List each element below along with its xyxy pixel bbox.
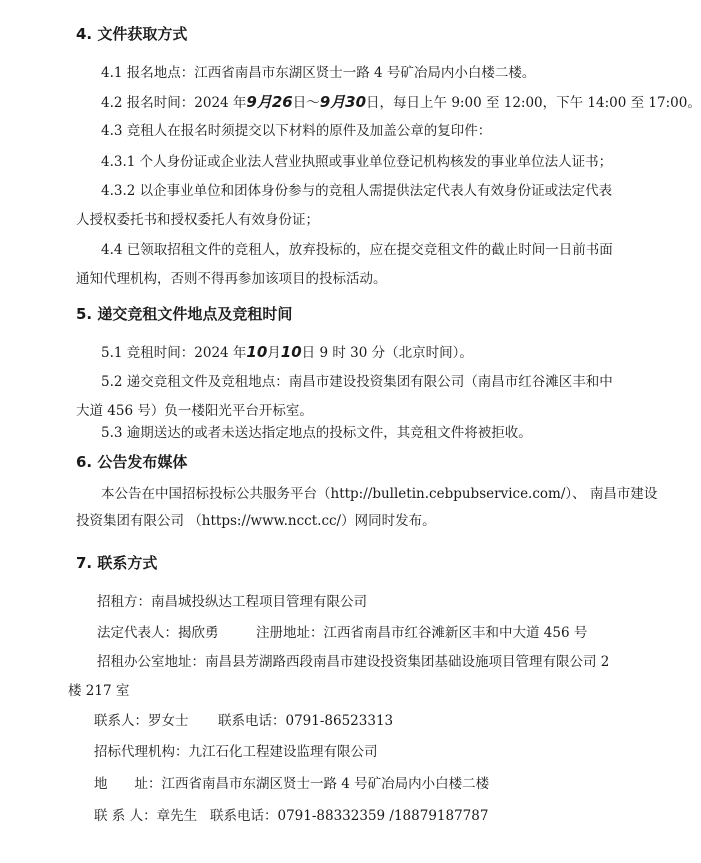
text-line: 大道 456 号）负一楼阳光平台开标室。	[76, 403, 313, 419]
text-line: 5.3 逾期送达的或者未送达指定地点的投标文件，其竞租文件将被拒收。	[101, 425, 532, 441]
agency-contact: 联 系 人：章先生	[94, 808, 198, 824]
section-7-heading: 7. 联系方式	[76, 554, 158, 572]
text: 4.2 报名时间：2024 年	[101, 95, 247, 111]
contact-phone: 联系电话：0791-86523313	[218, 713, 394, 729]
text-line: 投资集团有限公司 （https://www.ncct.cc/）网同时发布。	[76, 513, 436, 529]
handwritten-date: 9月26	[246, 93, 293, 111]
agency-address: 地 址：江西省南昌市东湖区贤士一路 4 号矿冶局内小白楼二楼	[94, 776, 490, 792]
handwritten-date: 9月30	[319, 93, 367, 111]
section-6-heading: 6. 公告发布媒体	[76, 453, 188, 471]
handwritten-date: 10	[280, 343, 302, 361]
section-4-heading: 4. 文件获取方式	[76, 25, 188, 43]
text-line: 4.1 报名地点：江西省南昌市东湖区贤士一路 4 号矿冶局内小白楼二楼。	[101, 65, 536, 81]
text-line: 4.4 已领取招租文件的竞租人，放弃投标的，应在提交竞租文件的截止时间一日前书面	[101, 242, 613, 258]
section-5-heading: 5. 递交竞租文件地点及竞租时间	[76, 305, 293, 323]
office-address: 招租办公室地址：南昌县芳湖路西段南昌市建设投资集团基础设施项目管理有限公司 2	[97, 654, 610, 670]
text-line: 4.3.2 以企事业单位和团体身份参与的竞租人需提供法定代表人有效身份证或法定代表	[101, 183, 613, 199]
text-line: 通知代理机构，否则不得再参加该项目的投标活动。	[76, 271, 387, 287]
office-address-cont: 楼 217 室	[68, 683, 130, 699]
text-line: 人授权委托书和授权委托人有效身份证；	[76, 212, 319, 228]
agency: 招标代理机构：九江石化工程建设监理有限公司	[94, 744, 378, 760]
text-line: 5.2 递交竞租文件及竞租地点：南昌市建设投资集团有限公司（南昌市红谷滩区丰和中	[101, 374, 613, 390]
registered-address: 注册地址：江西省南昌市红谷滩新区丰和中大道 456 号	[256, 625, 588, 641]
contact-person: 联系人：罗女士	[94, 713, 189, 729]
text: 5.1 竞租时间：2024 年	[101, 345, 247, 361]
text: 日～	[292, 95, 320, 111]
text: 日 9 时 30 分（北京时间）。	[301, 345, 473, 361]
text: 日，每日上午 9:00 至 12:00，下午 14:00 至 17:00。	[366, 95, 701, 111]
text-line	[101, 93, 701, 112]
text-line: 本公告在中国招标投标公共服务平台（http://bulletin.cebpubservice.com/）、 南昌市建设	[101, 486, 658, 502]
text-line: 4.3 竞租人在报名时须提交以下材料的原件及加盖公章的复印件：	[101, 123, 492, 139]
text: 月	[267, 345, 281, 361]
legal-representative: 法定代表人：揭欣勇	[97, 625, 219, 641]
text-line: 4.3.1 个人身份证或企业法人营业执照或事业单位登记机构核发的事业单位法人证书；	[101, 154, 613, 170]
tenderer: 招租方：南昌城投纵达工程项目管理有限公司	[97, 594, 367, 610]
text-line	[101, 343, 473, 362]
handwritten-date: 10	[246, 343, 268, 361]
agency-phone: 联系电话：0791-88332359 /18879187787	[210, 808, 489, 824]
